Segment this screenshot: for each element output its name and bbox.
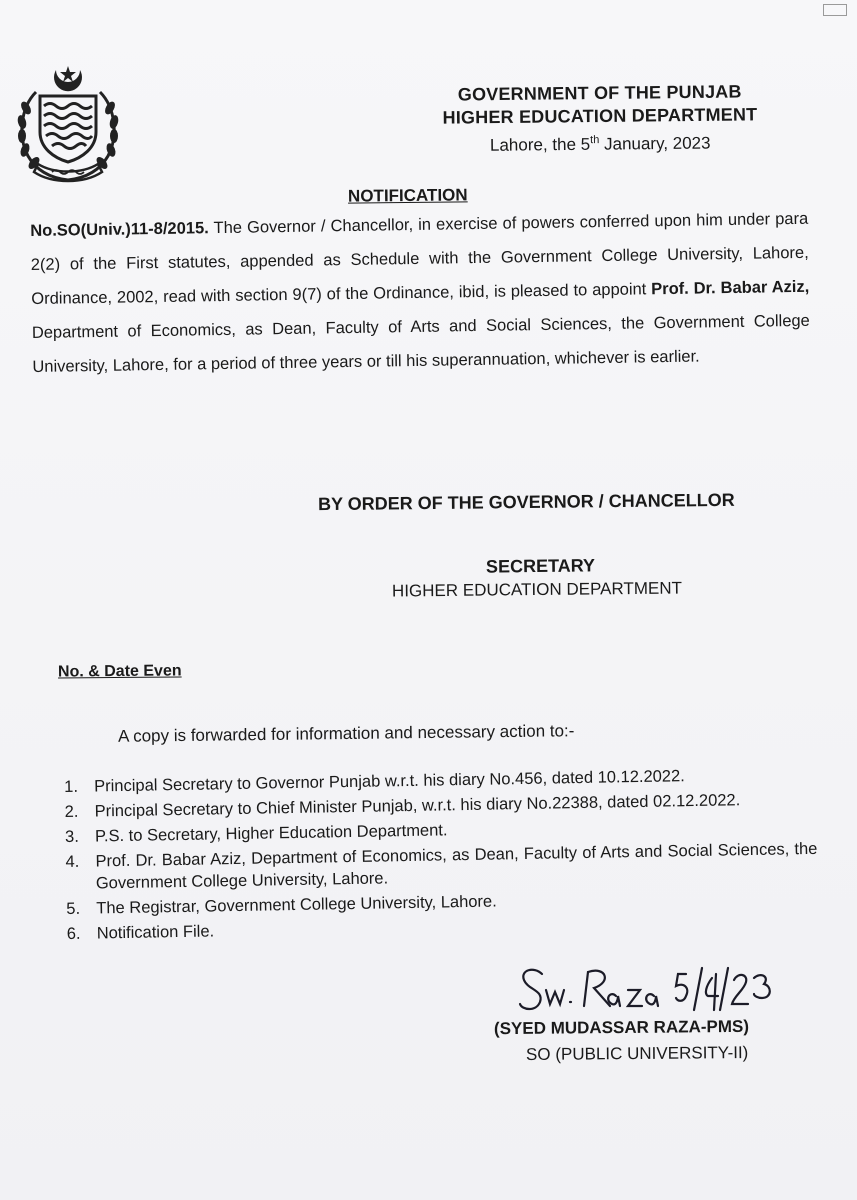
signatory-designation: SO (PUBLIC UNIVERSITY-II) — [525, 1043, 749, 1064]
notification-title: NOTIFICATION — [347, 185, 468, 206]
secretary-department: HIGHER EDUCATION DEPARTMENT — [391, 578, 683, 601]
notification-body: No.SO(Univ.)11-8/2015. The Governor / Chancellor, in exercise of powers conferred upon him under para 2(2) of the First statutes, appended as Schedule with the Government College University, Lahore, Ordinance, 2002, read with section 9(7) of the Ordinance, ibid, is pleased to appoint Prof. Dr. Babar Aziz, Department of Economics, as Dean, Faculty of Arts and Social Sciences, the Government College University, Lahore, for a period of three years or till his superannuation, whichever is earlier. — [30, 209, 810, 376]
distribution-list — [64, 763, 819, 948]
corner-mark — [823, 4, 847, 16]
list-item: 4. Prof. Dr. Babar Aziz, Department of Economics, as Dean, Faculty of Arts and Social Sciences, the Government College University, Lahore. — [65, 839, 818, 893]
handwritten-signature — [516, 960, 776, 1020]
list-item: 6. Notification File. — [66, 922, 215, 943]
signatory-name: (SYED MUDASSAR RAZA-PMS) — [493, 1016, 750, 1039]
copy-forwarded-intro: A copy is forwarded for information and necessary action to:- — [117, 721, 575, 746]
list-item: 5. The Registrar, Government College University, Lahore. — [66, 892, 497, 918]
list-item: 1. Principal Secretary to Governor Punjab w.r.t. his diary No.456, dated 10.12.2022. — [64, 767, 685, 796]
secretary-title: SECRETARY — [485, 555, 596, 577]
letterhead — [430, 80, 771, 158]
by-order-line: BY ORDER OF THE GOVERNOR / CHANCELLOR — [317, 489, 735, 515]
reference-number: No.SO(Univ.)11-8/2015. — [30, 219, 209, 240]
punjab-emblem-icon — [14, 56, 122, 186]
issue-date: Lahore, the 5th January, 2023 — [489, 133, 711, 155]
list-item: 3. P.S. to Secretary, Higher Education Department. — [64, 821, 448, 846]
department-name: HIGHER EDUCATION DEPARTMENT — [442, 104, 758, 128]
list-item: 2. Principal Secretary to Chief Minister Punjab, w.r.t. his diary No.22388, dated 02.12.2022. — [64, 791, 741, 821]
appointee-name: Prof. Dr. Babar Aziz, — [651, 277, 810, 299]
no-date-even-heading: No. & Date Even — [57, 662, 182, 681]
government-name: GOVERNMENT OF THE PUNJAB — [457, 81, 742, 105]
